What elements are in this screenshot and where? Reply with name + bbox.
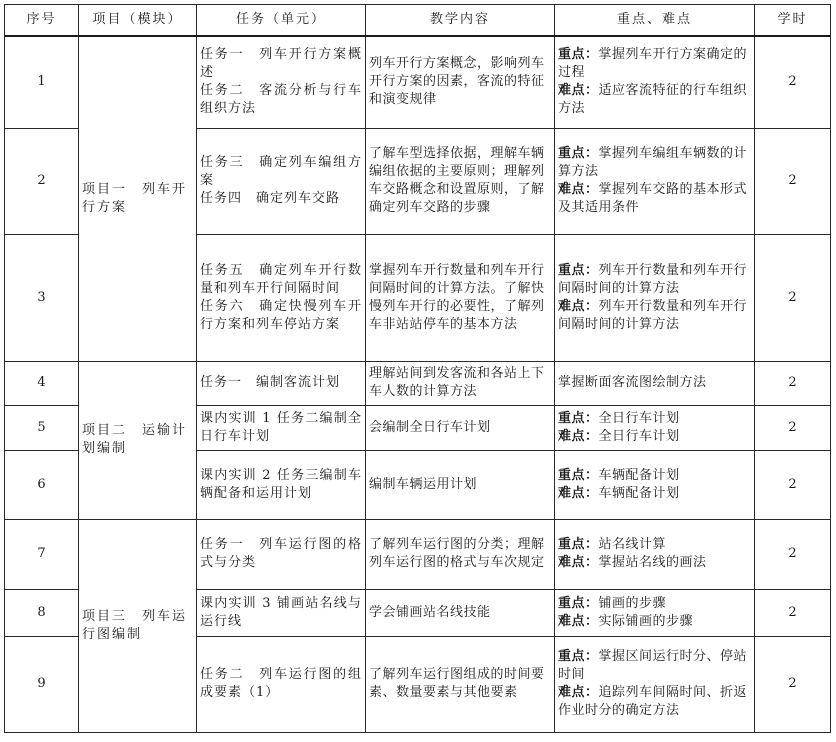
- hours-cell: 2: [755, 128, 831, 234]
- key-label: 重点：: [558, 537, 599, 552]
- content-text: 编制车辆运用计划: [369, 476, 478, 492]
- focus-cell: [555, 519, 755, 589]
- key-label: 重点：: [558, 467, 599, 483]
- task-cell: [197, 450, 366, 519]
- key-text: 列车开行数量和列车开行间隔时间的计算方法: [558, 262, 748, 296]
- focus-text: 掌握断面客流图绘制方法: [558, 375, 707, 390]
- table-row: [5, 36, 831, 128]
- difficult-label: 难点：: [558, 83, 599, 99]
- difficult-label: 难点：: [558, 485, 599, 501]
- content-cell: [366, 636, 555, 732]
- content-text: 了解车型选择依据，理解车辆编组依据的主要原则；理解列车交路概念和设置原则，了解确定列车交路的步骤: [369, 146, 545, 215]
- row-number: 7: [5, 519, 79, 589]
- content-text: 列车开行方案概念，影响列车开行方案的因素，客流的特征和演变规律: [369, 56, 545, 108]
- hours-cell: 2: [755, 450, 831, 519]
- focus-cell: [555, 36, 755, 128]
- task-line: 任务一 编制客流计划: [200, 375, 341, 390]
- project-cell: [79, 361, 197, 519]
- key-text: 掌握区间运行时分、停站时间: [558, 649, 748, 682]
- task-line: 任务一 列车开行方案概述: [200, 47, 362, 81]
- focus-cell: [555, 361, 755, 405]
- header-row: [5, 5, 831, 37]
- focus-cell: [555, 450, 755, 519]
- difficult-label: 难点：: [558, 613, 599, 629]
- content-text: 会编制全日行车计划: [369, 419, 491, 435]
- difficult-label: 难点：: [558, 428, 599, 444]
- row-number: 3: [5, 234, 79, 361]
- row-number: 6: [5, 450, 79, 519]
- task-cell: [197, 234, 366, 361]
- hours-cell: 2: [755, 361, 831, 405]
- key-text: 铺画的步骤: [598, 595, 667, 611]
- task-line: 课内实训 2 任务三编制车辆配备和运用计划: [200, 467, 362, 501]
- difficult-text: 掌握站名线的画法: [598, 555, 707, 570]
- key-text: 掌握列车编组车辆数的计算方法: [558, 146, 748, 179]
- header-project: 项目（模块）: [79, 5, 197, 37]
- difficult-label: 难点：: [558, 555, 599, 570]
- row-number: 9: [5, 636, 79, 732]
- key-label: 重点：: [558, 262, 599, 278]
- hours-cell: 2: [755, 234, 831, 361]
- course-plan-table-container: [4, 4, 831, 733]
- task-line: 任务四 确定列车交路: [200, 191, 341, 206]
- task-line: 任务六 确定快慢列车开行方案和列车停站方案: [200, 298, 362, 332]
- hours-cell: 2: [755, 405, 831, 450]
- key-text: 全日行车计划: [598, 410, 680, 426]
- hours-cell: 2: [755, 589, 831, 636]
- focus-cell: [555, 589, 755, 636]
- table-row: [5, 519, 831, 589]
- task-line: 任务二 客流分析与行车组织方法: [200, 83, 362, 117]
- content-text: 掌握列车开行数量和列车开行间隔时间的计算方法。了解快慢列车开行的必要性，了解列车非站站停车的基本方法: [369, 262, 545, 332]
- row-number: 1: [5, 36, 79, 128]
- content-text: 理解站间到发客流和各站上下车人数的计算方法: [369, 366, 545, 399]
- project-name: 项目三 列车运行图编制: [82, 608, 188, 642]
- content-cell: [366, 519, 555, 589]
- course-plan-table: [4, 4, 831, 733]
- content-cell: [366, 361, 555, 405]
- task-cell: [197, 405, 366, 450]
- difficult-text: 掌握列车交路的基本形式及其适用条件: [558, 182, 748, 215]
- difficult-text: 全日行车计划: [598, 428, 680, 444]
- hours-cell: 2: [755, 636, 831, 732]
- difficult-text: 实际铺画的步骤: [598, 613, 694, 629]
- row-number: 8: [5, 589, 79, 636]
- task-line: 课内实训 3 铺画站名线与运行线: [200, 595, 362, 629]
- key-label: 重点：: [558, 146, 599, 161]
- task-cell: [197, 361, 366, 405]
- focus-cell: [555, 128, 755, 234]
- task-cell: [197, 636, 366, 732]
- hours-cell: 2: [755, 36, 831, 128]
- content-text: 了解列车运行图的分类；理解列车运行图的格式与车次规定: [369, 537, 545, 570]
- content-cell: [366, 589, 555, 636]
- content-cell: [366, 36, 555, 128]
- content-cell: [366, 234, 555, 361]
- difficult-label: 难点：: [558, 182, 599, 197]
- row-number: 5: [5, 405, 79, 450]
- key-label: 重点：: [558, 47, 599, 63]
- difficult-label: 难点：: [558, 685, 599, 700]
- key-label: 重点：: [558, 595, 599, 611]
- difficult-text: 适应客流特征的行车组织方法: [558, 83, 748, 117]
- difficult-label: 难点：: [558, 298, 599, 314]
- content-cell: [366, 450, 555, 519]
- task-line: 任务五 确定列车开行数量和列车开行间隔时间: [200, 262, 362, 296]
- focus-cell: [555, 234, 755, 361]
- header-focus: 重点、难点: [555, 5, 755, 37]
- content-text: 学会铺画站名线技能: [369, 604, 491, 620]
- header-task: 任务（单元）: [197, 5, 366, 37]
- task-line: 任务三 确定列车编组方案: [200, 155, 362, 188]
- task-cell: [197, 128, 366, 234]
- hours-cell: 2: [755, 519, 831, 589]
- content-cell: [366, 405, 555, 450]
- row-number: 4: [5, 361, 79, 405]
- key-label: 重点：: [558, 649, 599, 664]
- content-text: 了解列车运行图组成的时间要素、数量要素与其他要素: [369, 667, 545, 700]
- project-name: 项目二 运输计划编制: [82, 423, 188, 456]
- content-cell: [366, 128, 555, 234]
- project-cell: [79, 36, 197, 361]
- task-line: 任务一 列车运行图的格式与分类: [200, 537, 362, 570]
- task-cell: [197, 36, 366, 128]
- project-cell: [79, 519, 197, 732]
- key-text: 车辆配备计划: [598, 467, 680, 483]
- task-cell: [197, 589, 366, 636]
- task-line: 任务二 列车运行图的组成要素（1）: [200, 667, 362, 700]
- difficult-text: 车辆配备计划: [598, 485, 680, 501]
- key-text: 掌握列车开行方案确定的过程: [558, 47, 748, 81]
- key-label: 重点：: [558, 410, 599, 426]
- key-text: 站名线计算: [598, 537, 667, 552]
- focus-cell: [555, 636, 755, 732]
- difficult-text: 列车开行数量和列车开行间隔时间的计算方法: [558, 298, 748, 332]
- difficult-text: 追踪列车间隔时间、折返作业时分的确定方法: [558, 685, 748, 718]
- task-line: 课内实训 1 任务二编制全日行车计划: [200, 410, 362, 444]
- project-name: 项目一 列车开行方案: [82, 181, 188, 215]
- header-no: 序号: [5, 5, 79, 37]
- table-row: [5, 361, 831, 405]
- row-number: 2: [5, 128, 79, 234]
- header-content: 教学内容: [366, 5, 555, 37]
- focus-cell: [555, 405, 755, 450]
- task-cell: [197, 519, 366, 589]
- header-hours: 学时: [755, 5, 831, 37]
